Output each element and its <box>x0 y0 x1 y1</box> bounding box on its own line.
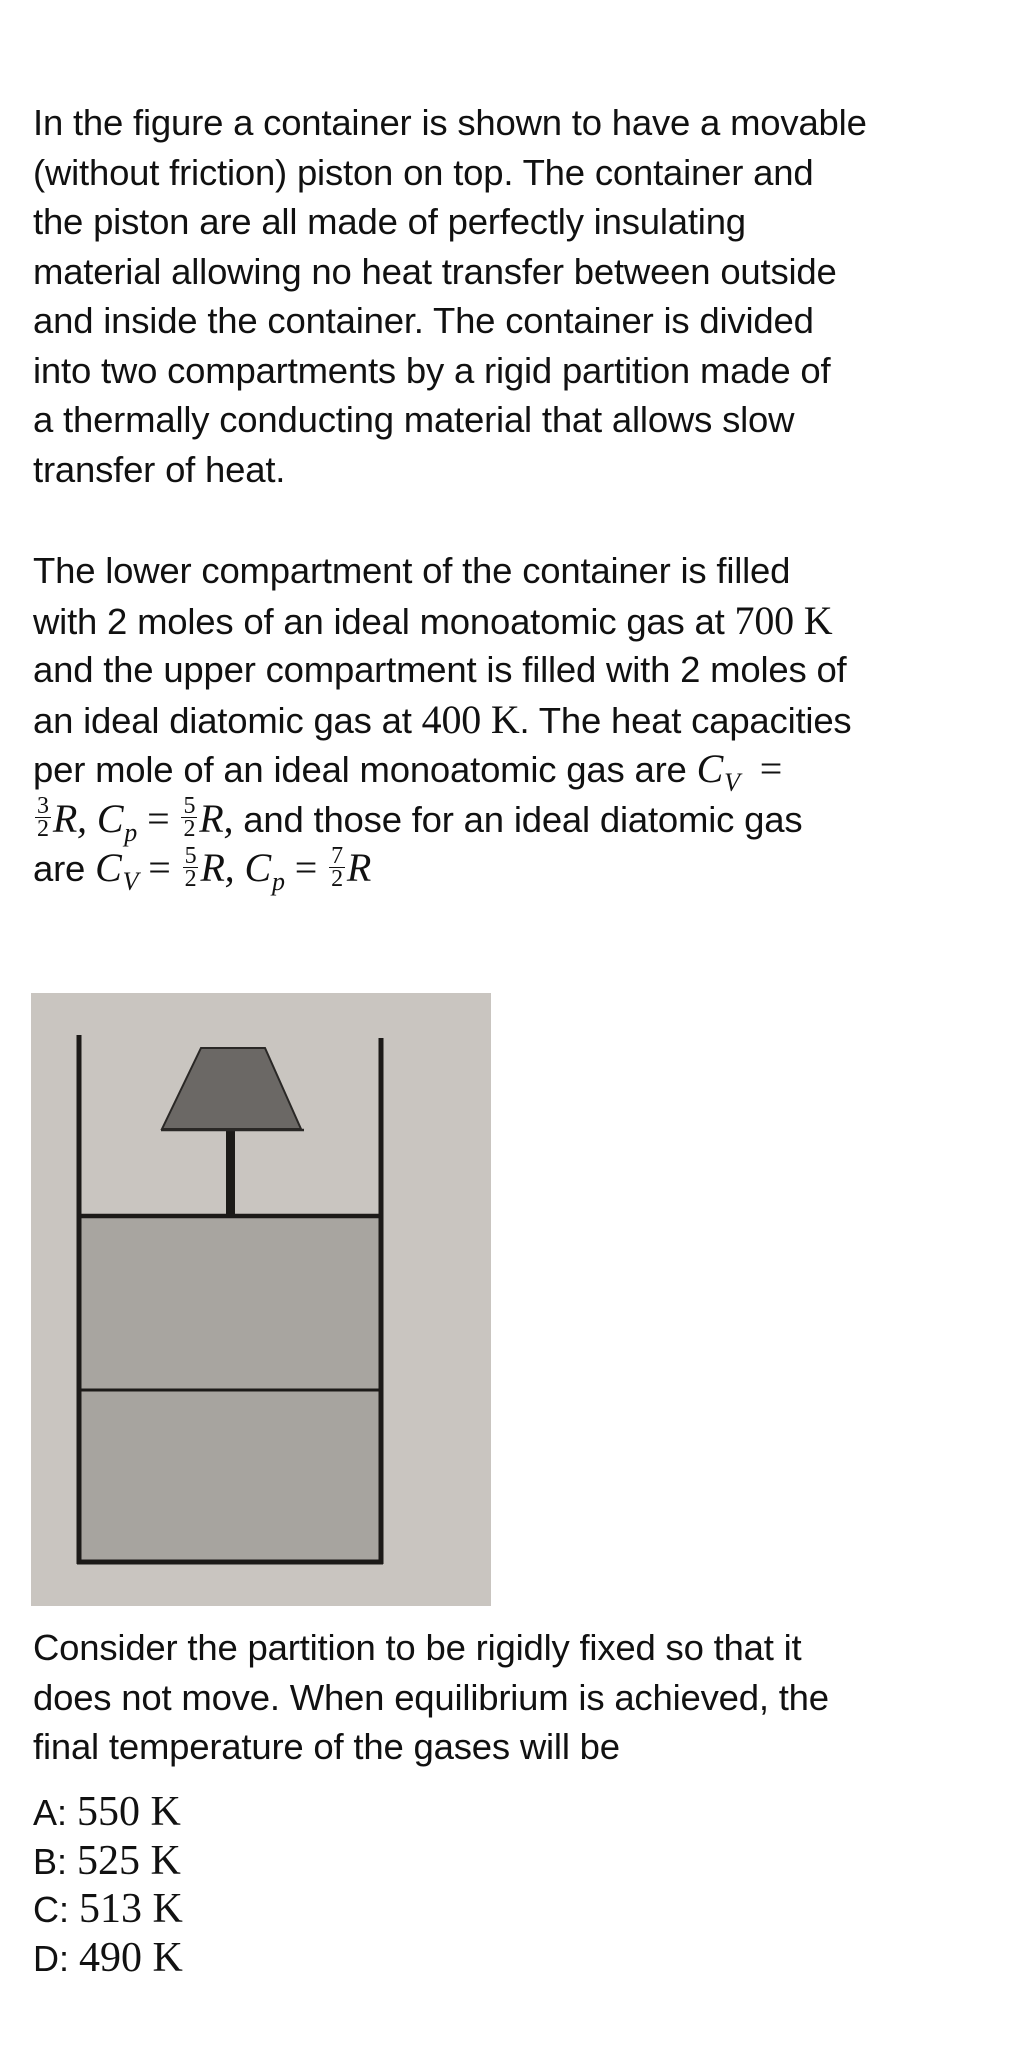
details-line-formula <box>33 793 1003 847</box>
details-line <box>33 695 1003 745</box>
math-equals: = <box>147 795 170 841</box>
option-letter: D: <box>33 1937 69 1979</box>
denominator: 2 <box>184 865 197 892</box>
math-cp: C <box>96 795 124 841</box>
intro-line: (without friction) piston on top. The container and <box>33 151 814 193</box>
math-equals: = <box>759 746 783 791</box>
option-a[interactable] <box>33 1788 183 1837</box>
fraction <box>329 842 345 892</box>
details-text: . The heat capacities <box>519 699 852 741</box>
denominator: 2 <box>183 816 196 843</box>
details-line <box>33 744 1003 797</box>
option-b[interactable] <box>33 1837 183 1886</box>
option-value: 525 K <box>77 1837 181 1884</box>
math-cv: C <box>95 845 122 890</box>
numerator: 5 <box>183 793 196 820</box>
details-text: are <box>33 848 86 889</box>
details-line-formula <box>33 842 1003 896</box>
intro-line: the piston are all made of perfectly insulating <box>33 201 746 242</box>
details-text: and those for an ideal diatomic gas <box>233 798 803 840</box>
prompt-line: does not move. When equilibrium is achieved, the <box>33 1676 829 1718</box>
temperature-lower: 700 K <box>734 597 833 643</box>
fraction <box>35 793 51 843</box>
details-paragraph <box>33 546 1003 896</box>
details-line <box>33 596 1003 646</box>
option-c[interactable] <box>33 1885 183 1934</box>
container-figure <box>31 993 491 1606</box>
lower-gas-compartment <box>79 1390 381 1562</box>
intro-line: In the figure a container is shown to have a movable <box>33 102 867 143</box>
details-text: with 2 moles of an ideal monoatomic gas at <box>33 600 725 642</box>
weight-block <box>162 1048 301 1129</box>
math-cv: C <box>696 746 724 791</box>
option-value: 550 K <box>77 1789 181 1835</box>
denominator: 2 <box>37 816 49 843</box>
temperature-upper: 400 K <box>421 696 520 742</box>
details-text: an ideal diatomic gas at <box>33 699 412 741</box>
prompt-line: Consider the partition to be rigidly fixed so that it <box>33 1627 802 1668</box>
option-d[interactable] <box>33 1934 183 1983</box>
math-subscript: V <box>724 768 740 797</box>
math-r: R <box>346 845 372 890</box>
math-subscript: p <box>271 867 285 896</box>
fraction <box>183 842 199 892</box>
prompt-line: final temperature of the gases will be <box>33 1726 620 1767</box>
math-equals: = <box>148 845 171 890</box>
denominator: 2 <box>331 865 343 892</box>
math-equals: = <box>294 845 318 890</box>
details-line: and the upper compartment is filled with 2 moles of <box>33 649 847 690</box>
numerator: 5 <box>184 842 197 869</box>
intro-line: transfer of heat. <box>33 448 286 490</box>
option-letter: B: <box>33 1840 68 1882</box>
fraction <box>181 793 197 843</box>
option-letter: A: <box>33 1792 68 1833</box>
math-subscript: V <box>122 867 139 896</box>
numerator: 3 <box>37 793 49 820</box>
option-value: 490 K <box>79 1934 183 1981</box>
prompt-paragraph <box>33 1623 1003 1772</box>
math-cp: C <box>244 845 271 890</box>
intro-line: and inside the container. The container is divided <box>33 300 814 341</box>
intro-paragraph <box>33 98 1003 494</box>
numerator: 7 <box>331 842 343 869</box>
details-text: per mole of an ideal monoatomic gas are <box>33 749 687 790</box>
math-subscript: p <box>124 817 138 847</box>
upper-gas-compartment <box>79 1216 381 1390</box>
math-r: R, <box>52 795 87 841</box>
details-line: The lower compartment of the container is filled <box>33 550 791 591</box>
option-value: 513 K <box>79 1886 183 1932</box>
option-letter: C: <box>33 1889 69 1930</box>
answer-options <box>33 1788 183 1982</box>
piston-rod <box>226 1129 235 1217</box>
intro-line: material allowing no heat transfer between outside <box>33 250 837 292</box>
container-diagram <box>31 993 491 1606</box>
intro-line: a thermally conducting material that allows slow <box>33 399 795 440</box>
intro-line: into two compartments by a rigid partition made of <box>33 349 831 391</box>
math-r: R, <box>199 795 234 841</box>
math-r: R, <box>200 845 235 890</box>
